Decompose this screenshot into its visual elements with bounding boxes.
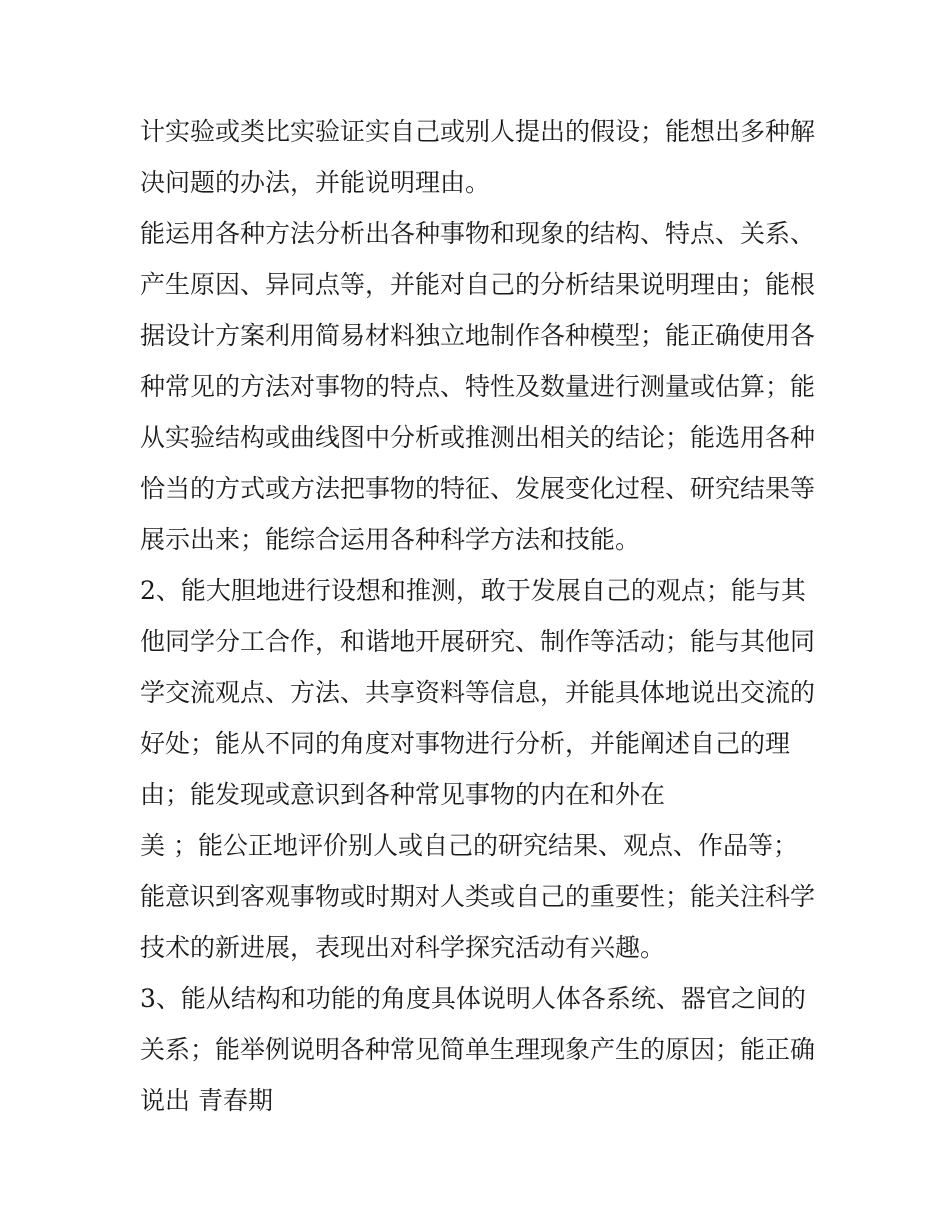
text-line: 恰当的方式或方法把事物的特征、发展变化过程、研究结果等 xyxy=(140,474,816,503)
text-line: 好处；能从不同的角度对事物进行分析，并能阐述自己的理 xyxy=(140,729,791,758)
text-line: 他同学分工合作，和谐地开展研究、制作等活动；能与其他同 xyxy=(140,627,816,656)
text-line: 说出 青春期 xyxy=(140,1086,273,1115)
text-line: 2、能大胆地进行设想和推测，敢于发展自己的观点；能与其 xyxy=(140,576,806,605)
text-line: 美 ；能公正地评价别人或自己的研究结果、观点、作品等； xyxy=(140,831,798,860)
text-line: 计实验或类比实验证实自己或别人提出的假设；能想出多种解 xyxy=(140,117,816,146)
text-line: 能意识到客观事物或时期对人类或自己的重要性；能关注科学 xyxy=(140,882,816,911)
text-line: 学交流观点、方法、共享资料等信息，并能具体地说出交流的 xyxy=(140,678,816,707)
text-line: 种常见的方法对事物的特点、特性及数量进行测量或估算；能 xyxy=(140,372,816,401)
text-line: 能运用各种方法分析出各种事物和现象的结构、特点、关系、 xyxy=(140,219,816,248)
text-line: 3、能从结构和功能的角度具体说明人体各系统、器官之间的 xyxy=(140,984,806,1013)
text-line: 展示出来；能综合运用各种科学方法和技能。 xyxy=(140,525,641,554)
text-line: 关系；能举例说明各种常见简单生理现象产生的原因；能正确 xyxy=(140,1035,816,1064)
text-line: 产生原因、异同点等，并能对自己的分析结果说明理由；能根 xyxy=(140,270,816,299)
text-line: 由；能发现或意识到各种常见事物的内在和外在 xyxy=(140,780,666,809)
text-line: 据设计方案利用简易材料独立地制作各种模型；能正确使用各 xyxy=(140,321,816,350)
text-line: 从实验结构或曲线图中分析或推测出相关的结论；能选用各种 xyxy=(140,423,816,452)
document-body xyxy=(140,106,820,1126)
text-line: 技术的新进展，表现出对科学探究活动有兴趣。 xyxy=(140,933,666,962)
text-line: 决问题的办法，并能说明理由。 xyxy=(140,168,491,197)
